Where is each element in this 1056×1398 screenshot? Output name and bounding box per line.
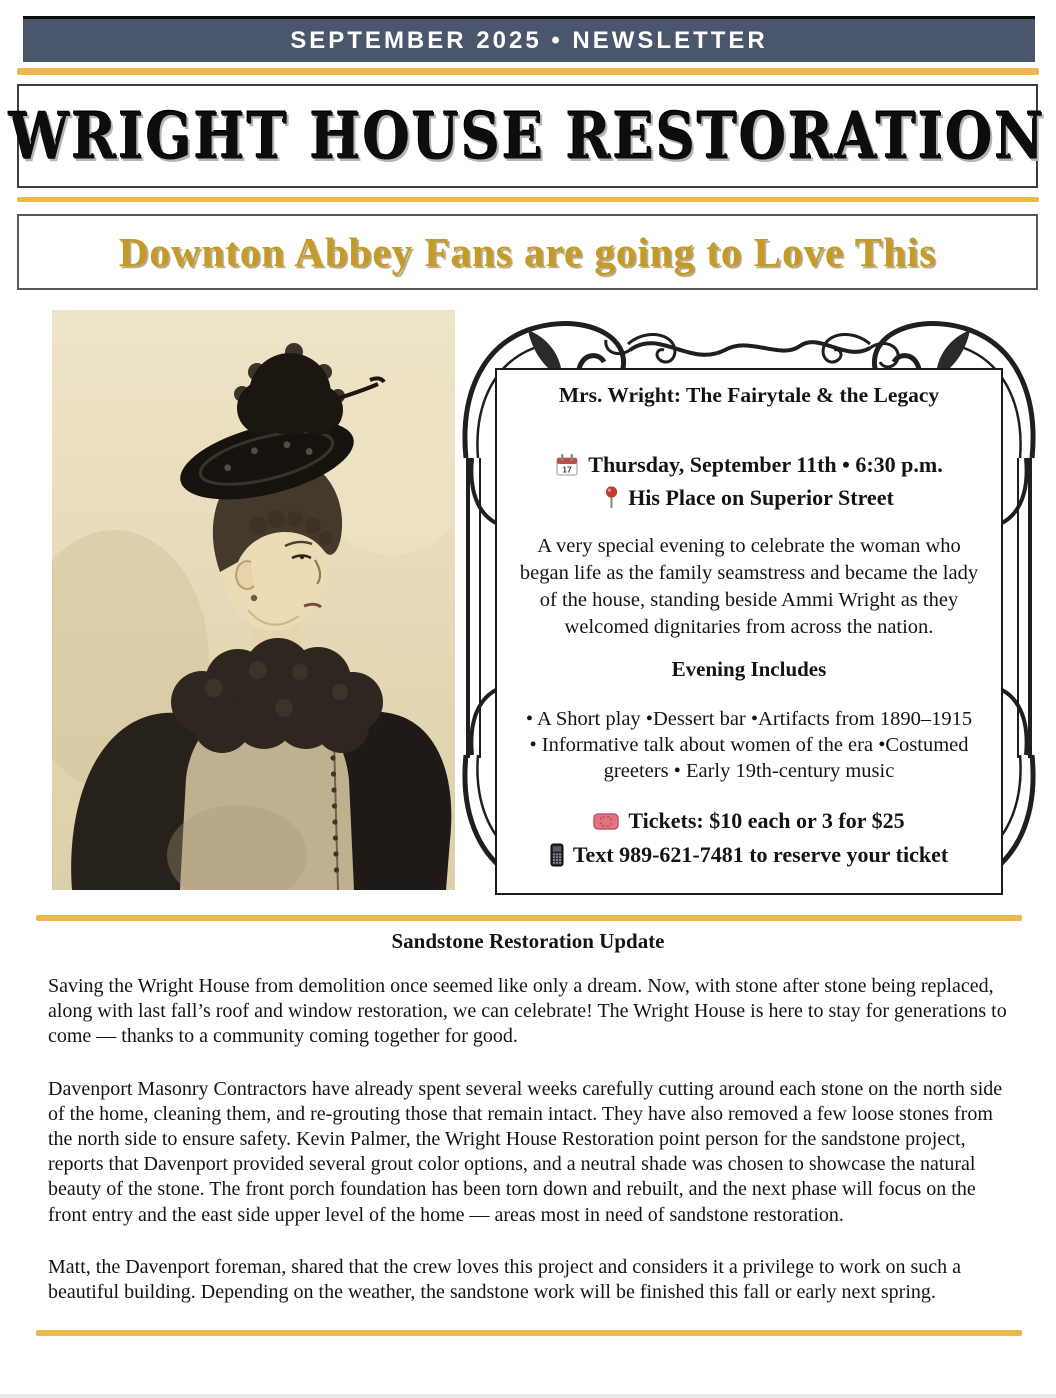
event-includes-list	[509, 706, 989, 784]
gold-divider-mid	[36, 915, 1022, 921]
newsletter-title: WRIGHT HOUSE RESTORATION	[9, 98, 1046, 174]
issue-banner	[23, 19, 1035, 62]
event-tickets: Tickets: $10 each or 3 for $25	[628, 808, 905, 833]
event-location-line	[509, 483, 989, 513]
tagline-text: Downton Abbey Fans are going to Love This	[118, 229, 937, 275]
svg-text:17: 17	[562, 464, 572, 475]
event-title: Mrs. Wright: The Fairytale & the Legacy	[558, 383, 940, 407]
article-body	[48, 974, 1010, 1332]
article-paragraph: Saving the Wright House from demolition once seemed like only a dream. Now, with stone after stone being replaced, along with last fall’s roof and window restoration, we can celebrate! The Wright House is here to stay for generations to come — thanks to a community coming together for good.	[48, 975, 1007, 1048]
event-includes-heading: Evening Includes	[671, 657, 827, 681]
event-location: His Place on Superior Street	[628, 485, 894, 510]
masthead	[9, 84, 1046, 188]
event-datetime: Thursday, September 11th • 6:30 p.m.	[588, 452, 943, 477]
location-pin-icon	[604, 486, 619, 510]
event-includes-line: greeters • Early 19th-century music	[603, 760, 895, 782]
mobile-phone-icon	[550, 843, 564, 867]
issue-banner-text: SEPTEMBER 2025 • NEWSLETTER	[290, 26, 768, 54]
event-datetime-line	[509, 450, 989, 480]
article-paragraph: Davenport Masonry Contractors have already spent several weeks carefully cutting around each stone on the north side of the home, cleaning them, and re-grouting those that remain intact. They have also removed a few loose stones from the north side to ensure safety. Kevin Palmer, the Wright House Restoration point person for the sandstone project, reports that Davenport provided several grout color options, and a neutral shade was chosen to showcase the natural beauty of the stone. The front porch foundation has been torn down and rebuilt, and the next phase will focus on the front entry and the east side upper level of the home — areas most in need of sandstone restoration.	[48, 1077, 1003, 1226]
event-tickets-line	[509, 806, 989, 836]
page-edge-strip	[0, 1394, 1056, 1398]
event-reserve-line	[509, 840, 989, 870]
event-includes-line: • A Short play •Dessert bar •Artifacts from 1890–1915	[525, 708, 973, 730]
portrait-illustration	[52, 310, 455, 890]
calendar-icon	[555, 453, 579, 477]
gold-divider-bottom	[36, 1330, 1022, 1336]
article-heading: Sandstone Restoration Update	[391, 929, 665, 953]
victorian-woman-engraving	[52, 310, 455, 890]
gold-divider-under-title	[17, 197, 1039, 202]
event-includes-line: • Informative talk about women of the era •Costumed	[529, 734, 969, 756]
article-paragraph: Matt, the Davenport foreman, shared that the crew loves this project and considers it a privilege to work on such a beautiful building. Depending on the weather, the sandstone work will be finished this fall or early next spring.	[48, 1255, 962, 1304]
gold-divider-top	[17, 68, 1039, 75]
event-reserve: Text 989-621-7481 to reserve your ticket	[572, 842, 949, 867]
event-description: A very special evening to celebrate the woman who began life as the family seamstress and became the lady of the house, standing beside Ammi Wright as they welcomed dignitaries from across the nation.	[519, 535, 979, 638]
event-card	[495, 368, 1003, 895]
tagline-box	[17, 214, 1038, 290]
ticket-icon	[593, 812, 619, 831]
